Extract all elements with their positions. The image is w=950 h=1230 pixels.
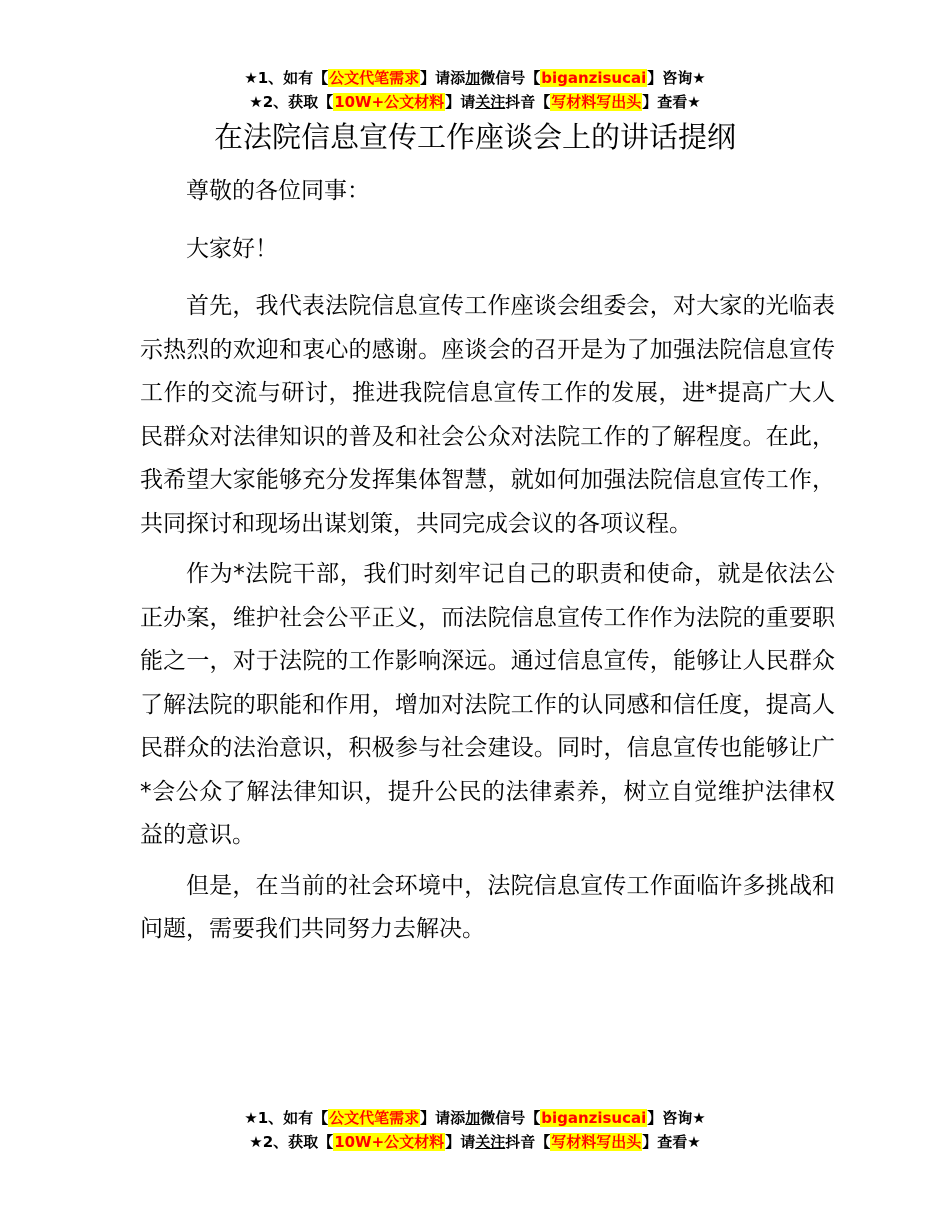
header-line2-highlight-douyin: 写材料写出头 — [551, 93, 642, 111]
header-line2-highlight-materials: 10W+公文材料 — [334, 93, 445, 111]
footer-line1-mid1: 】请添 — [420, 1109, 466, 1127]
document-body — [140, 170, 835, 959]
footer-line1-highlight-wechat-id: biganzisucai — [541, 1109, 647, 1127]
footer-line1-highlight-service: 公文代笔需求 — [329, 1109, 420, 1127]
footer-banner-line-2 — [0, 1130, 950, 1154]
header-line2-mid1: 】请 — [445, 93, 476, 111]
header-line1-suffix: 】咨询★ — [647, 69, 706, 87]
header-line2-suffix: 】查看★ — [642, 93, 701, 111]
paragraph-1: 首先，我代表法院信息宣传工作座谈会组委会，对大家的光临表示热烈的欢迎和衷心的感谢。座谈会的召开是为了加强法院信息宣传工作的交流与研讨，推进我院信息宣传工作的发展，进*提高广大人民群众对法律知识的普及和社会公众对法院工作的了解程度。在此，我希望大家能够充分发挥集体智慧，就如何加强法院信息宣传工作，共同探讨和现场出谋划策，共同完成会议的各项议程。 — [140, 293, 835, 537]
footer-line2-highlight-materials: 10W+公文材料 — [334, 1133, 445, 1151]
footer-line1-underline: 加 — [465, 1109, 481, 1127]
header-banner-line-1 — [0, 66, 950, 90]
header-line1-mid2: 微信号【 — [480, 69, 541, 87]
footer-line1-mid2: 微信号【 — [480, 1109, 541, 1127]
document-title: 在法院信息宣传工作座谈会上的讲话提纲 — [213, 120, 736, 154]
footer-line2-mid2: 抖音【 — [505, 1133, 551, 1151]
footer-line1-prefix: ★1、如有【 — [244, 1109, 329, 1127]
paragraph-2: 作为*法院干部，我们时刻牢记自己的职责和使命，就是依法公正办案，维护社会公平正义，而法院信息宣传工作作为法院的重要职能之一，对于法院的工作影响深远。通过信息宣传，能够让人民群众了解法院的职能和作用，增加对法院工作的认同感和信任度，提高人民群众的法治意识，积极参与社会建设。同时，信息宣传也能够让广*会公众了解法律知识，提升公民的法律素养，树立自觉维护法律权益的意识。 — [140, 561, 835, 848]
header-line1-underline: 加 — [465, 69, 481, 87]
header-line2-mid2: 抖音【 — [505, 93, 551, 111]
footer-line1-suffix: 】咨询★ — [647, 1109, 706, 1127]
footer-line2-mid1: 】请 — [445, 1133, 476, 1151]
footer-line2-highlight-douyin: 写材料写出头 — [551, 1133, 642, 1151]
greeting: 大家好！ — [186, 235, 278, 262]
header-line1-prefix: ★1、如有【 — [244, 69, 329, 87]
footer-line2-underline: 关注 — [475, 1133, 506, 1151]
header-line1-mid1: 】请添 — [420, 69, 466, 87]
footer-line2-prefix: ★2、获取【 — [249, 1133, 334, 1151]
footer-banner — [0, 1106, 950, 1154]
header-line1-highlight-wechat-id: biganzisucai — [541, 69, 647, 87]
header-banner — [0, 66, 950, 114]
paragraph-3: 但是，在当前的社会环境中，法院信息宣传工作面临许多挑战和问题，需要我们共同努力去解决。 — [140, 872, 835, 942]
salutation: 尊敬的各位同事： — [186, 178, 370, 204]
header-line2-prefix: ★2、获取【 — [249, 93, 334, 111]
header-line2-underline: 关注 — [475, 93, 506, 111]
footer-banner-line-1 — [0, 1106, 950, 1130]
footer-line2-suffix: 】查看★ — [642, 1133, 701, 1151]
header-banner-line-2 — [0, 90, 950, 114]
header-line1-highlight-service: 公文代笔需求 — [329, 69, 420, 87]
